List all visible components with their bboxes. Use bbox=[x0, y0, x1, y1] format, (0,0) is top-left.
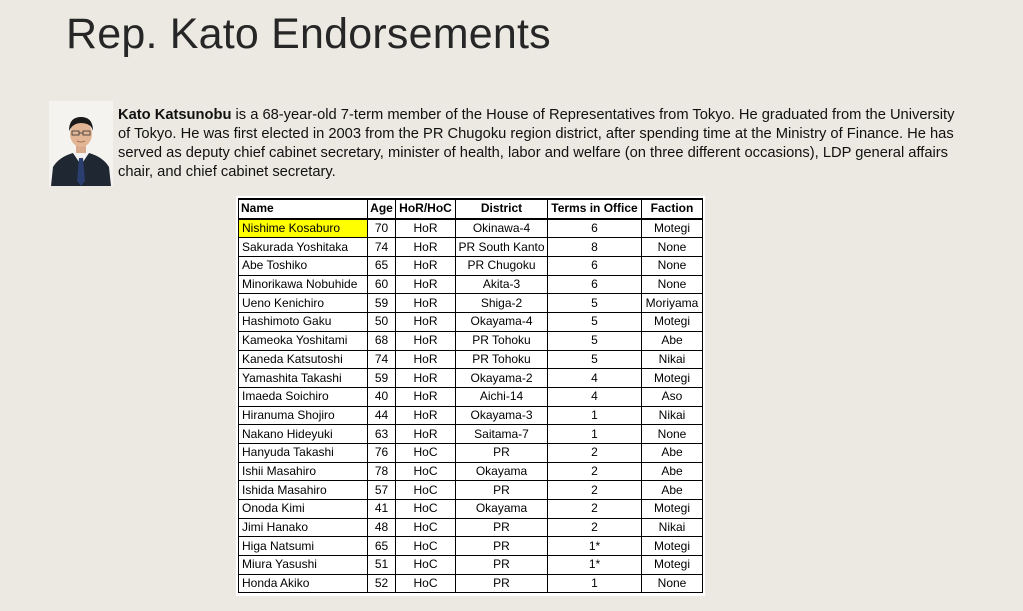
cell-district: Saitama-7 bbox=[456, 425, 548, 444]
cell-age: 74 bbox=[368, 238, 396, 257]
cell-terms: 6 bbox=[548, 219, 642, 238]
cell-faction: Motegi bbox=[642, 369, 703, 388]
cell-terms: 2 bbox=[548, 481, 642, 500]
cell-age: 50 bbox=[368, 313, 396, 332]
table-row bbox=[239, 425, 703, 444]
cell-district: Okayama-2 bbox=[456, 369, 548, 388]
cell-name: Hashimoto Gaku bbox=[239, 313, 368, 332]
cell-terms: 4 bbox=[548, 369, 642, 388]
table-body bbox=[239, 219, 703, 593]
cell-faction: None bbox=[642, 257, 703, 276]
cell-name: Miura Yasushi bbox=[239, 556, 368, 575]
cell-chamber: HoC bbox=[396, 518, 456, 537]
cell-chamber: HoR bbox=[396, 238, 456, 257]
cell-faction: Nikai bbox=[642, 350, 703, 369]
page-title: Rep. Kato Endorsements bbox=[66, 10, 551, 58]
cell-faction: Abe bbox=[642, 331, 703, 350]
cell-name: Minorikawa Nobuhide bbox=[239, 275, 368, 294]
cell-age: 60 bbox=[368, 275, 396, 294]
cell-age: 70 bbox=[368, 219, 396, 238]
table-row bbox=[239, 350, 703, 369]
cell-terms: 2 bbox=[548, 518, 642, 537]
cell-age: 74 bbox=[368, 350, 396, 369]
portrait-image bbox=[49, 101, 113, 186]
cell-age: 51 bbox=[368, 556, 396, 575]
table-row bbox=[239, 331, 703, 350]
cell-faction: Motegi bbox=[642, 219, 703, 238]
cell-name: Yamashita Takashi bbox=[239, 369, 368, 388]
table-row bbox=[239, 257, 703, 276]
cell-district: PR South Kanto bbox=[456, 238, 548, 257]
table-row bbox=[239, 500, 703, 519]
cell-district: PR bbox=[456, 556, 548, 575]
header-faction: Faction bbox=[642, 199, 703, 219]
cell-age: 59 bbox=[368, 369, 396, 388]
table-row bbox=[239, 518, 703, 537]
cell-district: PR Chugoku bbox=[456, 257, 548, 276]
header-district: District bbox=[456, 199, 548, 219]
cell-chamber: HoR bbox=[396, 257, 456, 276]
cell-name: Imaeda Soichiro bbox=[239, 387, 368, 406]
cell-chamber: HoC bbox=[396, 500, 456, 519]
cell-district: Aichi-14 bbox=[456, 387, 548, 406]
cell-age: 57 bbox=[368, 481, 396, 500]
cell-age: 48 bbox=[368, 518, 396, 537]
cell-district: PR bbox=[456, 481, 548, 500]
cell-name: Kaneda Katsutoshi bbox=[239, 350, 368, 369]
table-row bbox=[239, 556, 703, 575]
cell-terms: 2 bbox=[548, 500, 642, 519]
cell-faction: None bbox=[642, 425, 703, 444]
cell-chamber: HoC bbox=[396, 537, 456, 556]
cell-district: PR bbox=[456, 537, 548, 556]
table-row bbox=[239, 574, 703, 593]
cell-chamber: HoC bbox=[396, 481, 456, 500]
cell-terms: 8 bbox=[548, 238, 642, 257]
cell-age: 40 bbox=[368, 387, 396, 406]
cell-district: Okayama-3 bbox=[456, 406, 548, 425]
cell-chamber: HoR bbox=[396, 331, 456, 350]
cell-chamber: HoR bbox=[396, 275, 456, 294]
cell-name: Sakurada Yoshitaka bbox=[239, 238, 368, 257]
cell-age: 63 bbox=[368, 425, 396, 444]
cell-faction: None bbox=[642, 238, 703, 257]
table-row bbox=[239, 313, 703, 332]
cell-name: Hiranuma Shojiro bbox=[239, 406, 368, 425]
cell-terms: 5 bbox=[548, 331, 642, 350]
cell-faction: Motegi bbox=[642, 313, 703, 332]
cell-chamber: HoR bbox=[396, 313, 456, 332]
table-row bbox=[239, 238, 703, 257]
table-row bbox=[239, 275, 703, 294]
table-row bbox=[239, 462, 703, 481]
cell-age: 59 bbox=[368, 294, 396, 313]
cell-chamber: HoR bbox=[396, 219, 456, 238]
table-row bbox=[239, 219, 703, 238]
cell-faction: Nikai bbox=[642, 518, 703, 537]
cell-age: 44 bbox=[368, 406, 396, 425]
table-row bbox=[239, 369, 703, 388]
cell-terms: 6 bbox=[548, 275, 642, 294]
cell-chamber: HoR bbox=[396, 387, 456, 406]
cell-age: 65 bbox=[368, 537, 396, 556]
cell-district: PR bbox=[456, 443, 548, 462]
cell-terms: 1 bbox=[548, 406, 642, 425]
cell-faction: None bbox=[642, 574, 703, 593]
cell-district: PR Tohoku bbox=[456, 350, 548, 369]
header-age: Age bbox=[368, 199, 396, 219]
cell-district: Okinawa-4 bbox=[456, 219, 548, 238]
cell-terms: 2 bbox=[548, 443, 642, 462]
cell-terms: 1 bbox=[548, 425, 642, 444]
cell-chamber: HoR bbox=[396, 425, 456, 444]
cell-faction: None bbox=[642, 275, 703, 294]
cell-faction: Motegi bbox=[642, 556, 703, 575]
cell-name: Onoda Kimi bbox=[239, 500, 368, 519]
cell-name: Ueno Kenichiro bbox=[239, 294, 368, 313]
cell-terms: 1* bbox=[548, 537, 642, 556]
cell-faction: Abe bbox=[642, 481, 703, 500]
bio-text: is a 68-year-old 7-term member of the House of Representatives from Tokyo. He graduated from the University of Tokyo. He was first elected in 2003 from the PR Chugoku region district, after spending time at the Ministry of Finance. He has served as deputy chief cabinet secretary, minister of health, labor and welfare (on three different occasions), LDP general affairs chair, and chief cabinet secretary. bbox=[118, 107, 955, 180]
cell-name: Ishida Masahiro bbox=[239, 481, 368, 500]
cell-terms: 5 bbox=[548, 350, 642, 369]
cell-district: Okayama bbox=[456, 462, 548, 481]
header-name: Name bbox=[239, 199, 368, 219]
cell-age: 78 bbox=[368, 462, 396, 481]
cell-chamber: HoR bbox=[396, 294, 456, 313]
header-terms: Terms in Office bbox=[548, 199, 642, 219]
cell-district: PR bbox=[456, 574, 548, 593]
cell-name: Hanyuda Takashi bbox=[239, 443, 368, 462]
cell-age: 76 bbox=[368, 443, 396, 462]
cell-chamber: HoC bbox=[396, 443, 456, 462]
cell-terms: 1 bbox=[548, 574, 642, 593]
endorsements-table-container bbox=[236, 196, 705, 596]
cell-age: 68 bbox=[368, 331, 396, 350]
table-row bbox=[239, 481, 703, 500]
table-row bbox=[239, 537, 703, 556]
cell-name: Ishii Masahiro bbox=[239, 462, 368, 481]
cell-name: Abe Toshiko bbox=[239, 257, 368, 276]
cell-terms: 2 bbox=[548, 462, 642, 481]
header-chamber: HoR/HoC bbox=[396, 199, 456, 219]
table-header-row bbox=[239, 199, 703, 219]
bio-name: Kato Katsunobu bbox=[118, 107, 232, 123]
cell-faction: Motegi bbox=[642, 537, 703, 556]
cell-faction: Motegi bbox=[642, 500, 703, 519]
cell-district: Shiga-2 bbox=[456, 294, 548, 313]
cell-faction: Abe bbox=[642, 462, 703, 481]
cell-age: 41 bbox=[368, 500, 396, 519]
cell-name: Honda Akiko bbox=[239, 574, 368, 593]
cell-faction: Nikai bbox=[642, 406, 703, 425]
cell-age: 65 bbox=[368, 257, 396, 276]
bio-paragraph bbox=[118, 106, 968, 182]
cell-district: PR bbox=[456, 518, 548, 537]
cell-chamber: HoR bbox=[396, 406, 456, 425]
cell-district: Akita-3 bbox=[456, 275, 548, 294]
table-row bbox=[239, 294, 703, 313]
cell-district: PR Tohoku bbox=[456, 331, 548, 350]
cell-terms: 1* bbox=[548, 556, 642, 575]
table-row bbox=[239, 406, 703, 425]
cell-terms: 5 bbox=[548, 294, 642, 313]
table-row bbox=[239, 387, 703, 406]
cell-chamber: HoC bbox=[396, 574, 456, 593]
table-row bbox=[239, 443, 703, 462]
cell-name: Kameoka Yoshitami bbox=[239, 331, 368, 350]
cell-chamber: HoR bbox=[396, 350, 456, 369]
endorsements-table bbox=[238, 198, 703, 593]
cell-name: Nishime Kosaburo bbox=[239, 219, 368, 238]
cell-faction: Moriyama bbox=[642, 294, 703, 313]
cell-district: Okayama bbox=[456, 500, 548, 519]
cell-faction: Abe bbox=[642, 443, 703, 462]
cell-chamber: HoR bbox=[396, 369, 456, 388]
cell-age: 52 bbox=[368, 574, 396, 593]
portrait-photo bbox=[49, 101, 113, 186]
cell-terms: 5 bbox=[548, 313, 642, 332]
cell-district: Okayama-4 bbox=[456, 313, 548, 332]
cell-terms: 6 bbox=[548, 257, 642, 276]
cell-terms: 4 bbox=[548, 387, 642, 406]
cell-chamber: HoC bbox=[396, 556, 456, 575]
cell-name: Higa Natsumi bbox=[239, 537, 368, 556]
cell-faction: Aso bbox=[642, 387, 703, 406]
cell-name: Nakano Hideyuki bbox=[239, 425, 368, 444]
cell-name: Jimi Hanako bbox=[239, 518, 368, 537]
cell-chamber: HoC bbox=[396, 462, 456, 481]
